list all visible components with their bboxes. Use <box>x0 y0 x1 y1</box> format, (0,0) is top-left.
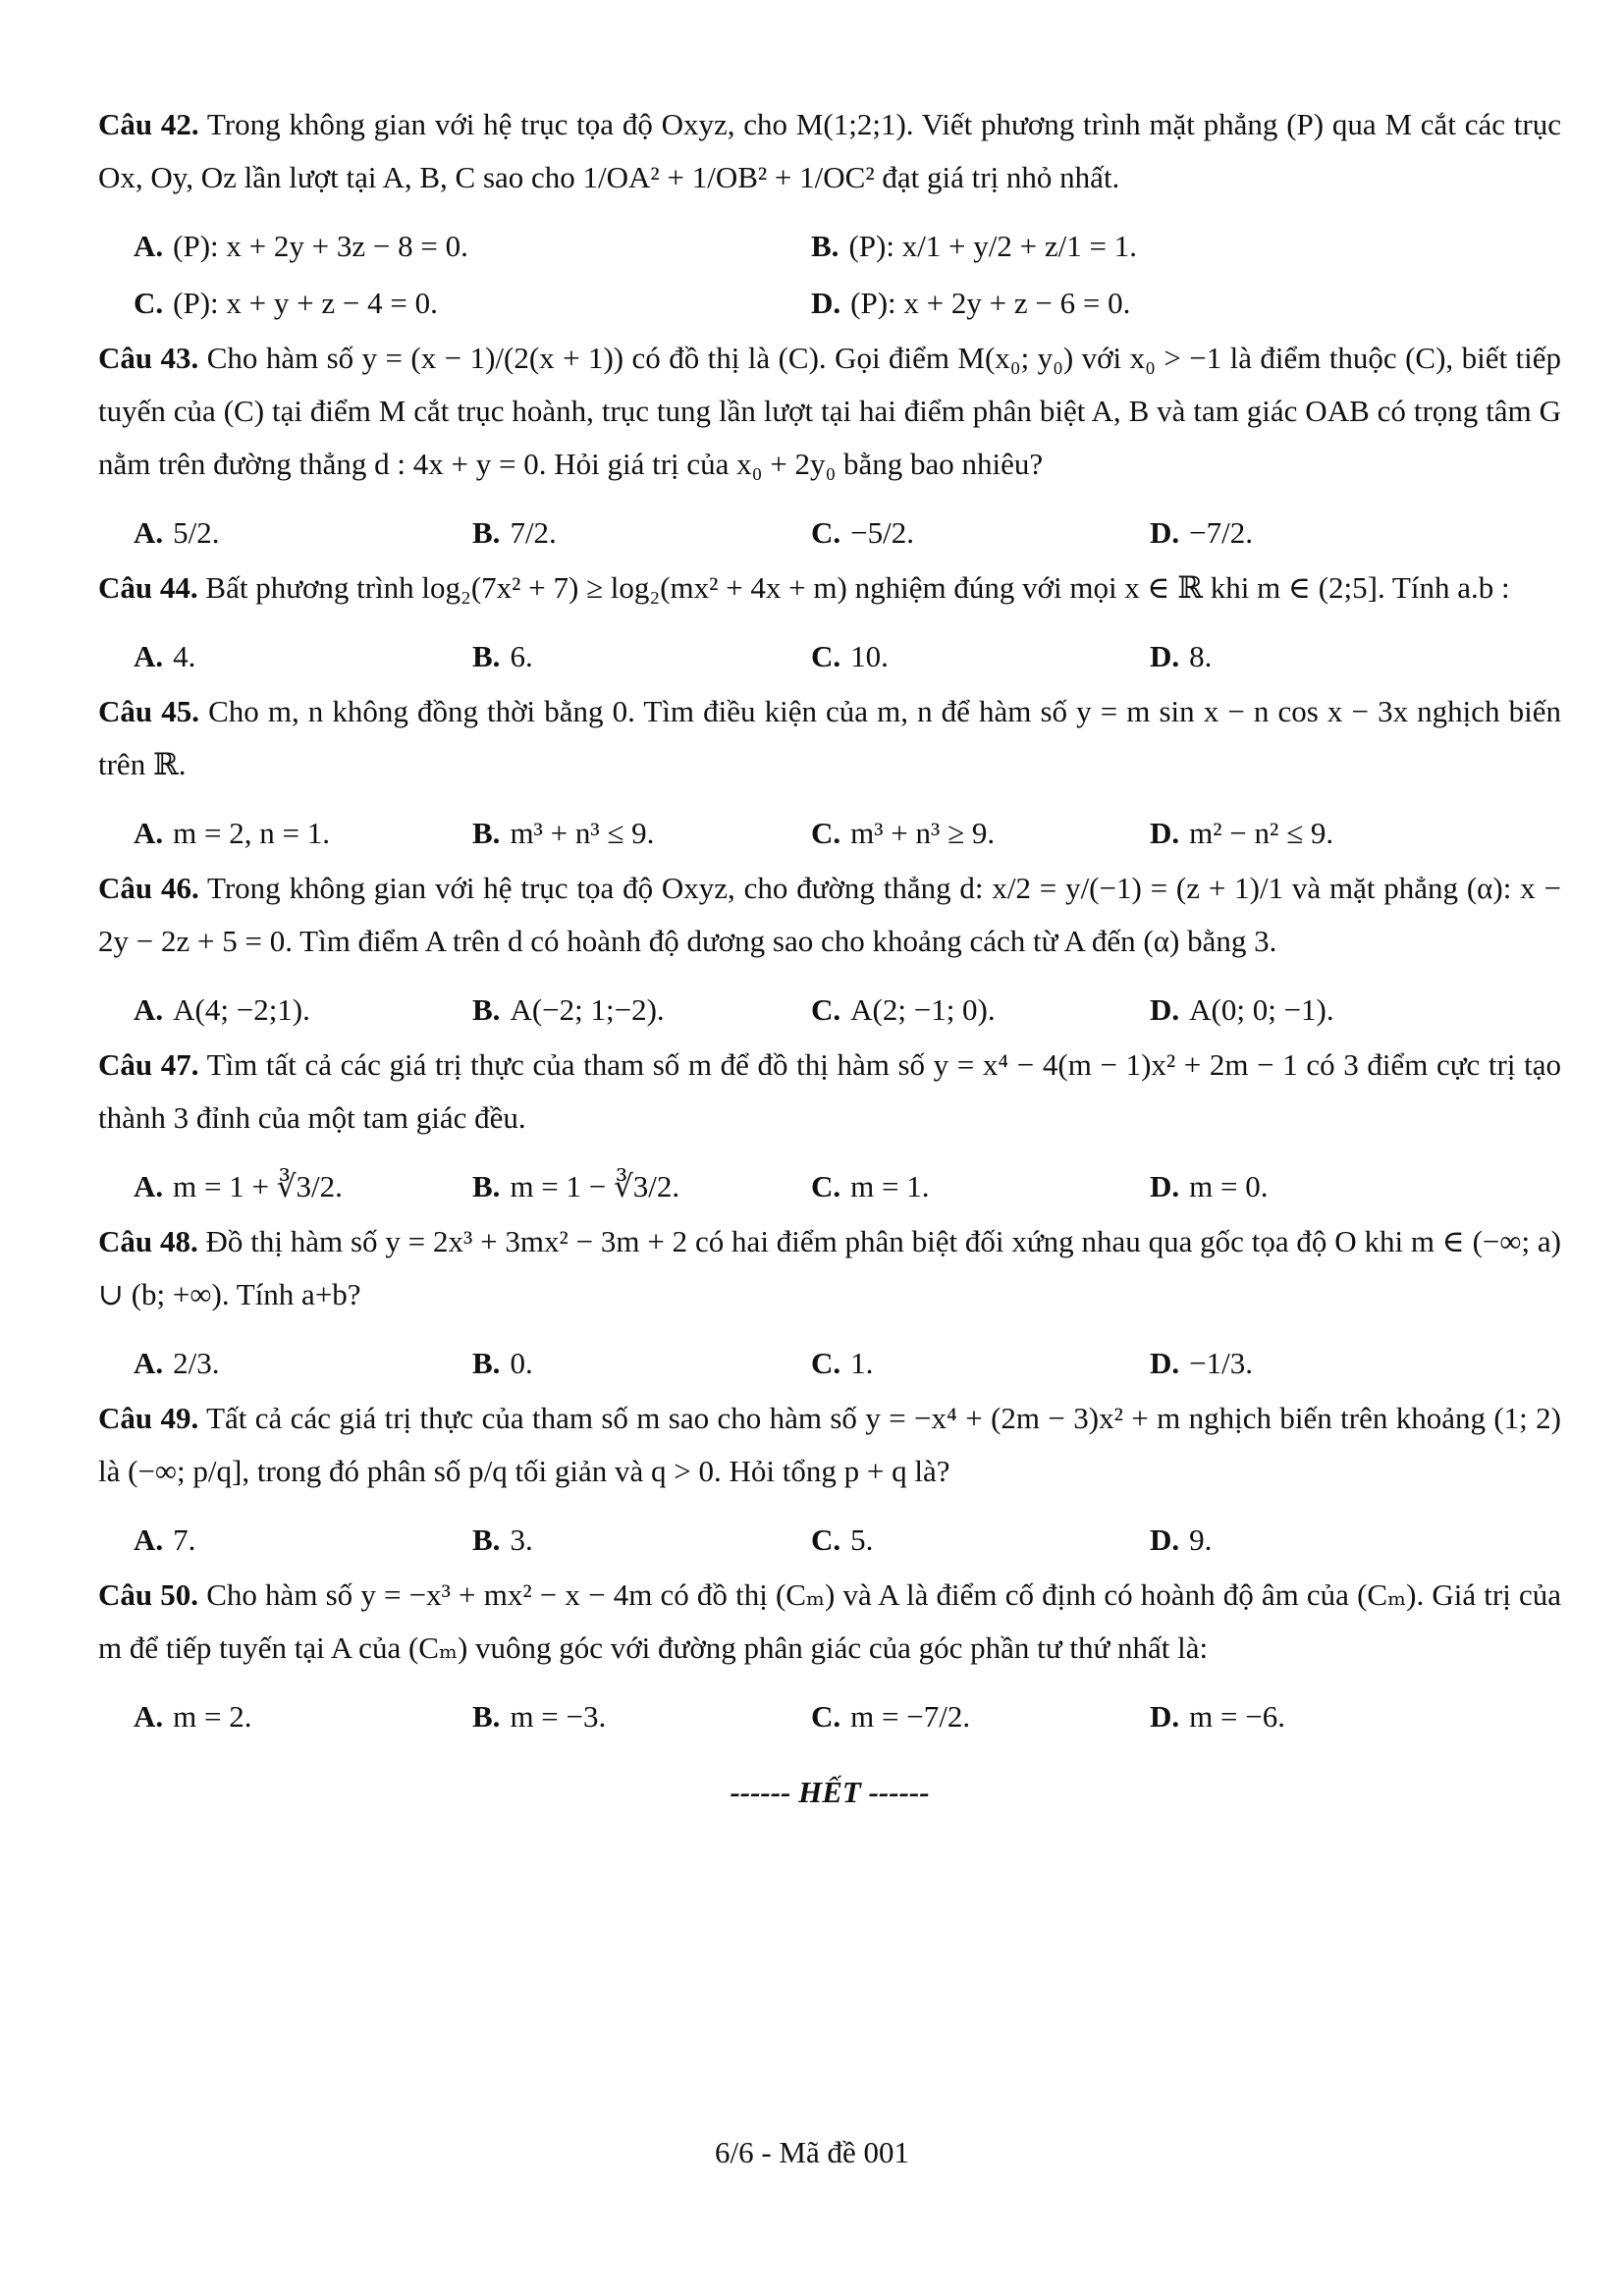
question-block <box>98 1569 1561 1745</box>
option-letter: D. <box>1150 992 1180 1027</box>
answer-option <box>1150 805 1489 862</box>
option-text: −5/2. <box>850 515 914 550</box>
answer-option <box>134 218 811 275</box>
answer-option <box>134 805 472 862</box>
option-text: 8. <box>1189 639 1213 673</box>
option-letter: C. <box>811 639 841 673</box>
option-letter: A. <box>134 639 164 673</box>
answer-options <box>98 218 1561 332</box>
option-letter: A. <box>134 1346 164 1380</box>
option-letter: B. <box>472 1346 501 1380</box>
question-stem <box>98 1039 1561 1145</box>
question-stem <box>98 561 1561 614</box>
question-block <box>98 98 1561 332</box>
question-block <box>98 561 1561 685</box>
option-text: m = 1. <box>850 1169 930 1203</box>
option-text: 5/2. <box>173 515 220 550</box>
answer-option <box>472 982 811 1039</box>
option-text: m = 2. <box>173 1699 252 1734</box>
option-text: 1. <box>850 1346 874 1380</box>
option-letter: C. <box>811 1169 841 1203</box>
option-letter: C. <box>134 286 164 320</box>
question-stem <box>98 685 1561 791</box>
question-number: Câu 43. <box>98 341 199 375</box>
question-stem <box>98 332 1561 491</box>
question-stem <box>98 862 1561 968</box>
option-text: (P): x + 2y + 3z − 8 = 0. <box>173 229 468 263</box>
option-letter: B. <box>472 992 501 1027</box>
option-letter: A. <box>134 1699 164 1734</box>
answer-option <box>472 1688 811 1745</box>
answer-option <box>134 1512 472 1569</box>
question-text: Trong không gian với hệ trục tọa độ Oxyz, cho M(1;2;1). Viết phương trình mặt phẳng (P) qua M cắt các trục Ox, Oy, Oz lần lượt tại A, B, C sao cho 1/OA² + 1/OB² + 1/OC² đạt giá trị nhỏ nhất. <box>98 107 1561 194</box>
question-block <box>98 862 1561 1039</box>
option-letter: A. <box>134 992 164 1027</box>
option-letter: B. <box>472 1522 501 1557</box>
option-letter: D. <box>1150 639 1180 673</box>
option-text: m = 2, n = 1. <box>173 816 330 850</box>
answer-options <box>98 505 1561 561</box>
option-text: m² − n² ≤ 9. <box>1189 816 1334 850</box>
option-letter: D. <box>1150 816 1180 850</box>
option-letter: C. <box>811 1346 841 1380</box>
answer-options <box>98 805 1561 862</box>
question-text: Cho hàm số y = −x³ + mx² − x − 4m có đồ thị (Cₘ) và A là điểm cố định có hoành độ âm của (Cₘ). Giá trị của m để tiếp tuyến tại A của (Cₘ) vuông góc với đường phân giác của góc phần tư thứ nhất là: <box>98 1577 1562 1665</box>
answer-option <box>472 505 811 561</box>
answer-option <box>811 1158 1150 1215</box>
option-text: m = 1 + ∛3/2. <box>173 1169 343 1203</box>
question-block <box>98 685 1561 862</box>
option-text: −7/2. <box>1189 515 1253 550</box>
answer-option <box>472 805 811 862</box>
option-text: 7/2. <box>510 515 557 550</box>
answer-options <box>98 1688 1561 1745</box>
option-letter: D. <box>811 286 841 320</box>
answer-option <box>134 275 811 332</box>
question-text: Đồ thị hàm số y = 2x³ + 3mx² − 3m + 2 có hai điểm phân biệt đối xứng nhau qua gốc tọa độ O khi m ∈ (−∞; a) ∪ (b; +∞). Tính a+b? <box>98 1224 1561 1311</box>
option-letter: B. <box>811 229 839 263</box>
option-letter: D. <box>1150 1522 1180 1557</box>
answer-options <box>98 628 1561 685</box>
answer-option <box>1150 628 1489 685</box>
option-text: 5. <box>850 1522 874 1557</box>
answer-option <box>811 505 1150 561</box>
answer-option <box>1150 505 1489 561</box>
page-footer: 6/6 - Mã đề 001 <box>714 2135 910 2169</box>
option-letter: A. <box>134 229 164 263</box>
question-number: Câu 50. <box>98 1577 199 1612</box>
option-text: 7. <box>173 1522 196 1557</box>
option-text: m = −6. <box>1189 1699 1285 1734</box>
option-text: (P): x + 2y + z − 6 = 0. <box>850 286 1131 320</box>
answer-option <box>134 1158 472 1215</box>
question-number: Câu 48. <box>98 1224 198 1258</box>
answer-option <box>472 1158 811 1215</box>
answer-option <box>472 1512 811 1569</box>
option-letter: B. <box>472 816 501 850</box>
option-letter: C. <box>811 992 841 1027</box>
answer-option <box>811 982 1150 1039</box>
answer-option <box>472 1335 811 1392</box>
answer-option <box>134 1688 472 1745</box>
option-letter: D. <box>1150 1169 1180 1203</box>
option-text: 0. <box>510 1346 533 1380</box>
answer-option <box>134 982 472 1039</box>
option-letter: D. <box>1150 515 1180 550</box>
question-number: Câu 44. <box>98 570 198 605</box>
option-text: A(0; 0; −1). <box>1189 992 1334 1027</box>
option-letter: A. <box>134 1522 164 1557</box>
question-number: Câu 45. <box>98 694 199 728</box>
question-text: Tất cả các giá trị thực của tham số m sao cho hàm số y = −x⁴ + (2m − 3)x² + m nghịch biến trên khoảng (1; 2) là (−∞; p/q], trong đó phân số p/q tối giản và q > 0. Hỏi tổng p + q là? <box>98 1401 1561 1488</box>
answer-option <box>1150 1512 1489 1569</box>
option-text: 4. <box>173 639 196 673</box>
question-number: Câu 49. <box>98 1401 199 1435</box>
answer-options <box>98 1512 1561 1569</box>
question-list <box>98 98 1561 1745</box>
question-block <box>98 1039 1561 1215</box>
option-text: 9. <box>1189 1522 1213 1557</box>
option-text: m = 1 − ∛3/2. <box>510 1169 680 1203</box>
option-letter: C. <box>811 515 841 550</box>
answer-option <box>811 1512 1150 1569</box>
question-stem <box>98 98 1561 204</box>
option-text: m = −7/2. <box>850 1699 971 1734</box>
answer-option <box>134 628 472 685</box>
option-text: −1/3. <box>1189 1346 1253 1380</box>
option-letter: B. <box>472 1169 501 1203</box>
option-letter: A. <box>134 1169 164 1203</box>
answer-option <box>1150 1335 1489 1392</box>
option-text: (P): x + y + z − 4 = 0. <box>173 286 438 320</box>
answer-option <box>811 1688 1150 1745</box>
answer-options <box>98 982 1561 1039</box>
question-number: Câu 46. <box>98 871 199 905</box>
option-letter: C. <box>811 816 841 850</box>
option-text: 6. <box>510 639 533 673</box>
question-block <box>98 1392 1561 1569</box>
end-mark: ------ HẾT ------ <box>730 1775 930 1809</box>
option-letter: D. <box>1150 1699 1180 1734</box>
option-letter: C. <box>811 1699 841 1734</box>
option-letter: A. <box>134 816 164 850</box>
question-number: Câu 47. <box>98 1047 199 1082</box>
answer-option <box>134 505 472 561</box>
option-text: 10. <box>850 639 889 673</box>
option-text: m³ + n³ ≥ 9. <box>850 816 996 850</box>
option-letter: D. <box>1150 1346 1180 1380</box>
question-stem <box>98 1392 1561 1498</box>
question-block <box>98 1215 1561 1392</box>
question-stem <box>98 1569 1561 1675</box>
option-text: 3. <box>510 1522 533 1557</box>
question-text: Cho hàm số y = (x − 1)/(2(x + 1)) có đồ thị là (C). Gọi điểm M(x₀; y₀) với x₀ > −1 là điểm thuộc (C), biết tiếp tuyến của (C) tại điểm M cắt trục hoành, trục tung lần lượt tại hai điểm phân biệt A, B và tam giác OAB có trọng tâm G nằm trên đường thẳng d : 4x + y = 0. Hỏi giá trị của x₀ + 2y₀ bằng bao nhiêu? <box>98 341 1561 481</box>
answer-options <box>98 1335 1561 1392</box>
answer-option <box>811 218 1489 275</box>
option-letter: C. <box>811 1522 841 1557</box>
answer-option <box>1150 1688 1489 1745</box>
option-text: m = 0. <box>1189 1169 1269 1203</box>
question-text: Cho m, n không đồng thời bằng 0. Tìm điều kiện của m, n để hàm số y = m sin x − n cos x − 3x nghịch biến trên ℝ. <box>98 694 1561 781</box>
question-text: Tìm tất cả các giá trị thực của tham số m để đồ thị hàm số y = x⁴ − 4(m − 1)x² + 2m − 1 có 3 điểm cực trị tạo thành 3 đỉnh của một tam giác đều. <box>98 1047 1561 1135</box>
answer-option <box>811 628 1150 685</box>
answer-options <box>98 1158 1561 1215</box>
answer-option <box>472 628 811 685</box>
question-text: Bất phương trình log₂(7x² + 7) ≥ log₂(mx² + 4x + m) nghiệm đúng với mọi x ∈ ℝ khi m ∈ (2;5]. Tính a.b : <box>205 570 1510 605</box>
question-block <box>98 332 1561 561</box>
question-number: Câu 42. <box>98 107 199 141</box>
exam-page <box>98 98 1561 1810</box>
option-letter: B. <box>472 515 501 550</box>
answer-option <box>1150 982 1489 1039</box>
option-text: A(−2; 1;−2). <box>510 992 665 1027</box>
answer-option <box>1150 1158 1489 1215</box>
option-letter: B. <box>472 1699 501 1734</box>
option-text: A(2; −1; 0). <box>850 992 996 1027</box>
option-text: m = −3. <box>510 1699 607 1734</box>
answer-option <box>811 1335 1150 1392</box>
question-text: Trong không gian với hệ trục tọa độ Oxyz, cho đường thẳng d: x/2 = y/(−1) = (z + 1)/1 và mặt phẳng (α): x − 2y − 2z + 5 = 0. Tìm điểm A trên d có hoành độ dương sao cho khoảng cách từ A đến (α) bằng 3. <box>98 871 1561 958</box>
option-text: m³ + n³ ≤ 9. <box>510 816 655 850</box>
answer-option <box>134 1335 472 1392</box>
option-text: A(4; −2;1). <box>173 992 310 1027</box>
option-text: 2/3. <box>173 1346 220 1380</box>
option-letter: A. <box>134 515 164 550</box>
question-stem <box>98 1215 1561 1321</box>
answer-option <box>811 805 1150 862</box>
option-text: (P): x/1 + y/2 + z/1 = 1. <box>848 229 1137 263</box>
option-letter: B. <box>472 639 501 673</box>
answer-option <box>811 275 1489 332</box>
